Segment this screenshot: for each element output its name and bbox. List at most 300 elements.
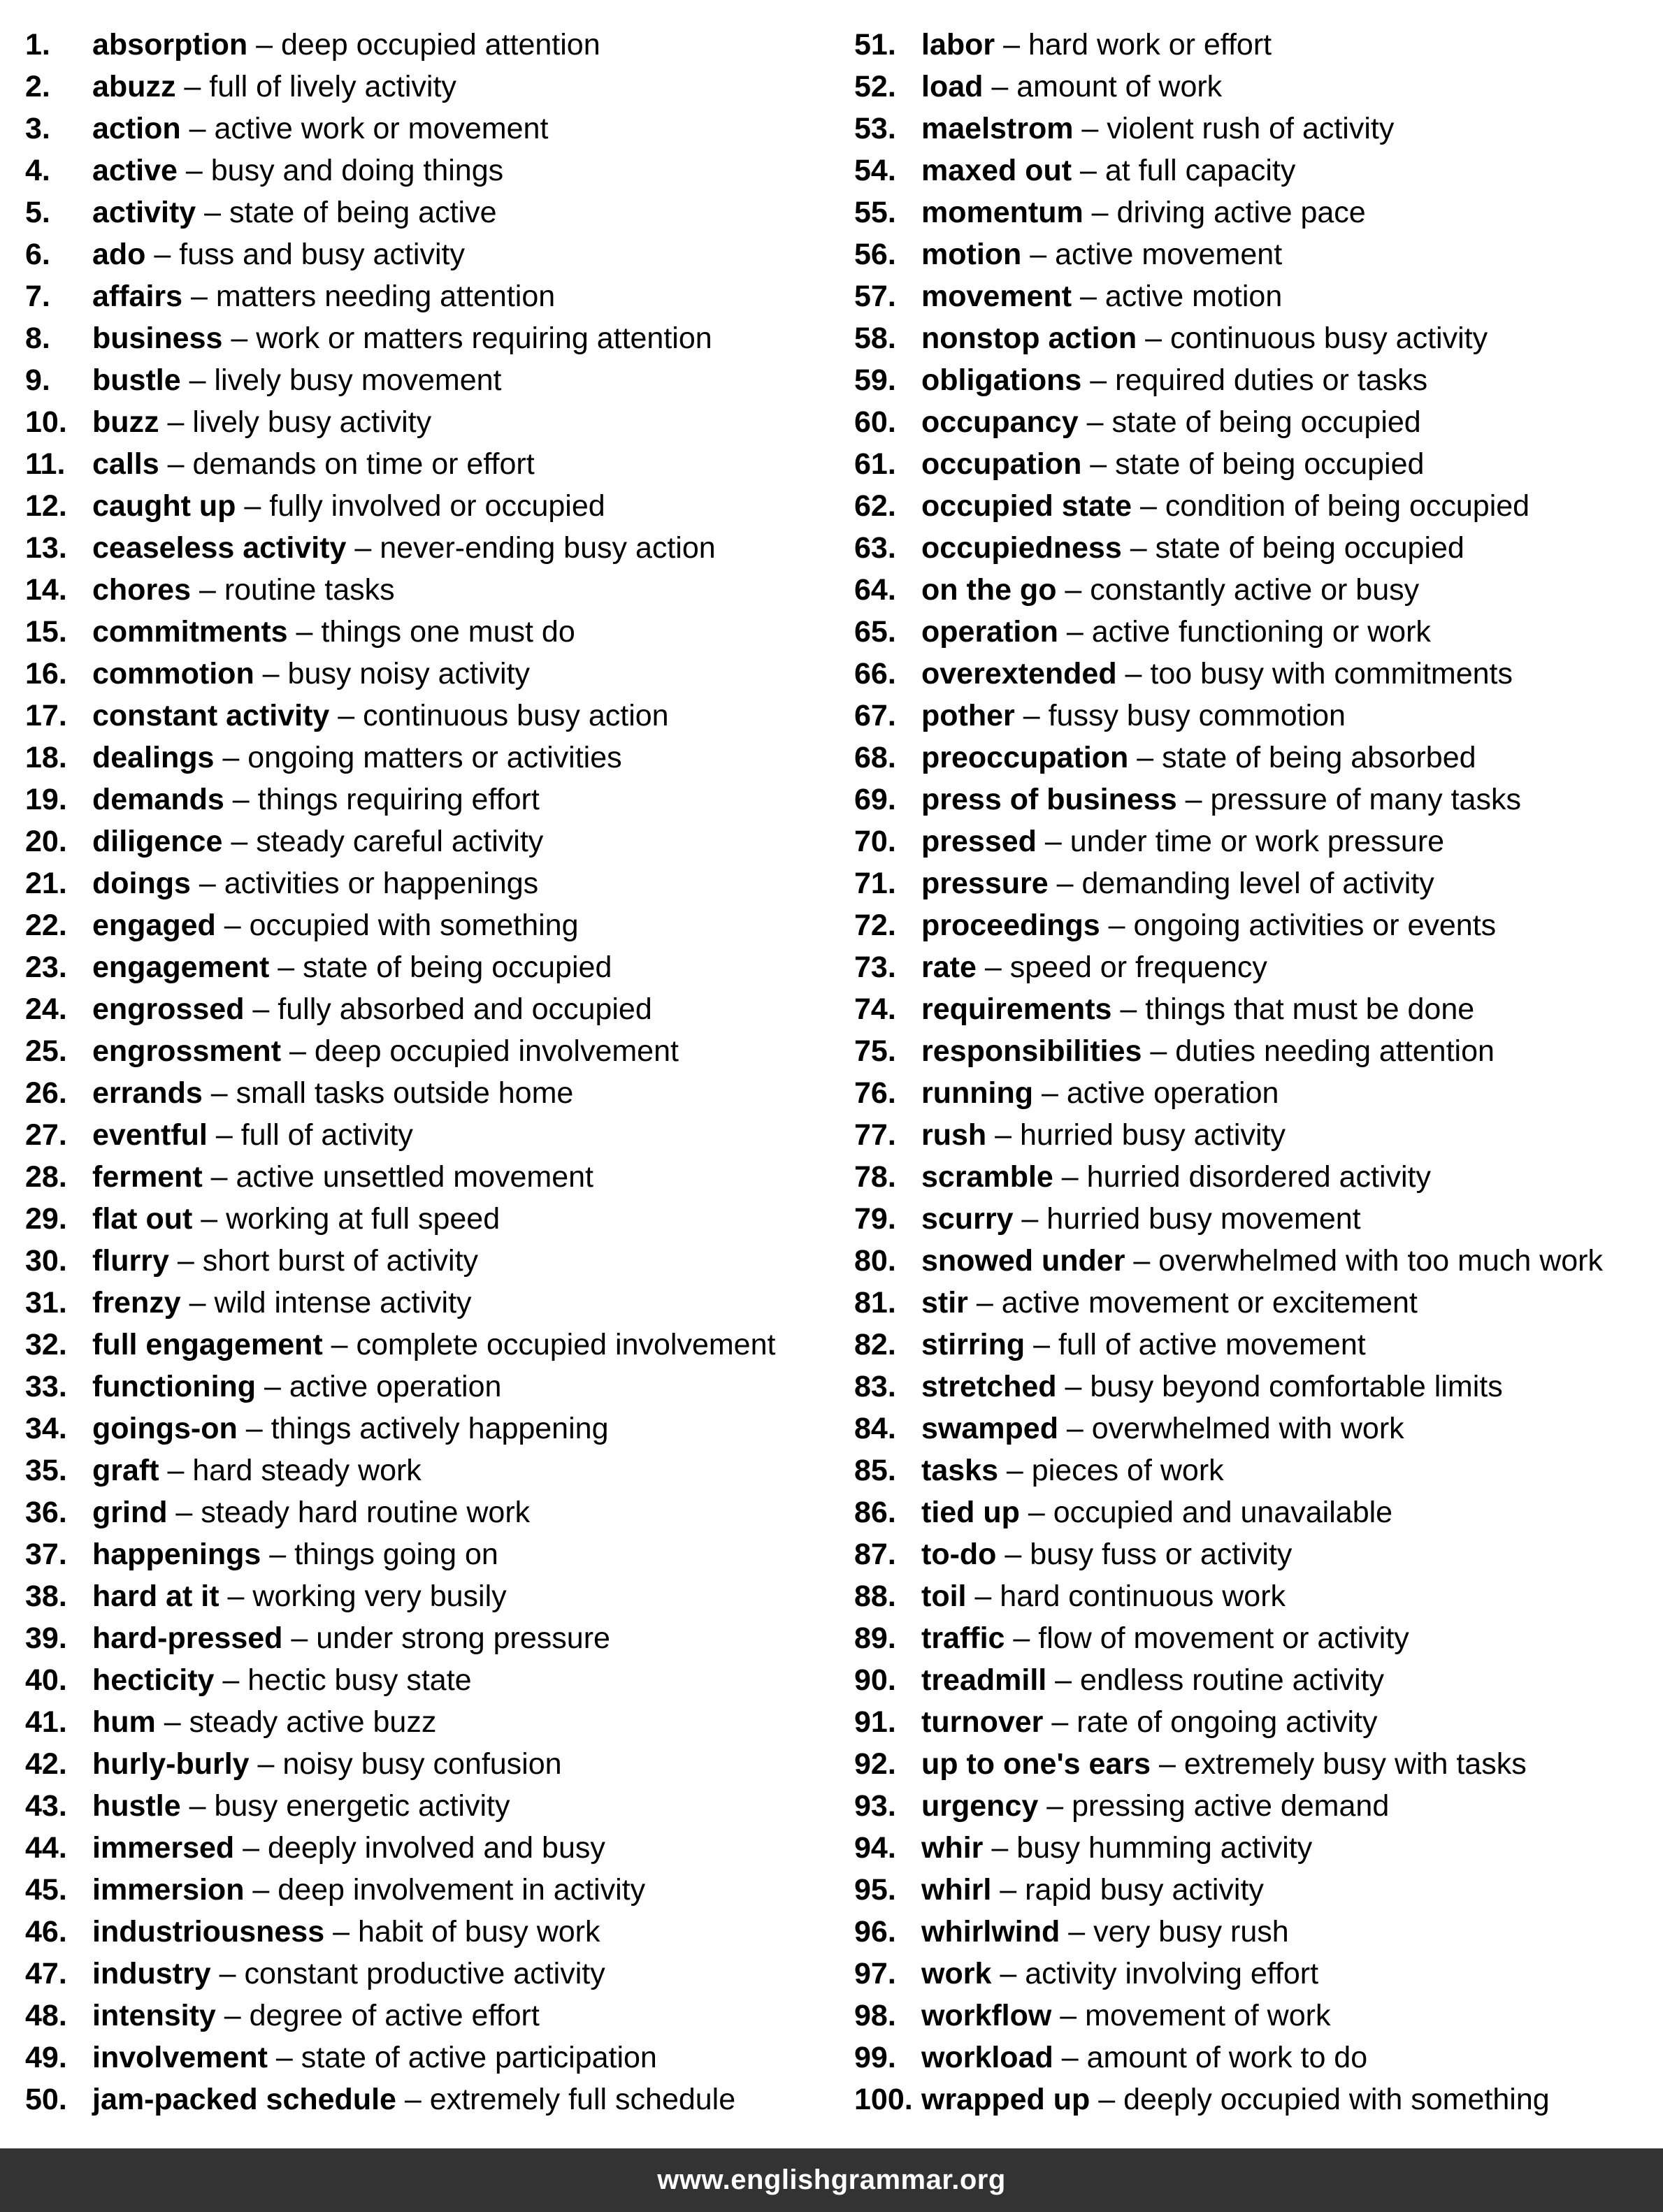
list-item [854,653,1603,695]
item-number: 5. [25,196,50,229]
item-separator: – [1132,489,1165,523]
item-separator: – [224,783,258,816]
item-number: 23. [25,950,67,984]
item-number: 67. [854,699,896,732]
item-number: 41. [25,1705,67,1739]
item-definition: fully involved or occupied [269,489,605,523]
list-item [25,1450,775,1491]
item-word: frenzy [92,1286,181,1320]
list-item [854,611,1603,653]
item-separator: – [237,1412,271,1445]
list-item [854,988,1603,1030]
item-separator: – [249,1747,283,1781]
list-item [25,275,775,317]
item-word: swamped [921,1412,1058,1445]
list-item [854,1701,1603,1743]
item-definition: at full capacity [1104,154,1296,187]
item-word: running [921,1076,1034,1110]
item-word: hustle [92,1789,181,1823]
item-definition: busy fuss or activity [1030,1538,1293,1571]
item-definition: fussy busy commotion [1048,699,1346,732]
item-separator: – [180,1789,215,1823]
list-item [25,946,775,988]
list-item [25,1030,775,1072]
list-item [854,695,1603,737]
item-number: 95. [854,1873,896,1907]
list-item [25,904,775,946]
list-item [25,988,775,1030]
item-word: rush [921,1118,987,1152]
item-separator: – [1125,1244,1159,1278]
item-word: buzz [92,405,159,439]
item-number: 54. [854,154,896,187]
item-separator: – [202,1076,236,1110]
item-word: preoccupation [921,741,1129,774]
item-separator: – [196,196,230,229]
list-item [25,2037,775,2079]
item-separator: – [1081,363,1116,397]
item-definition: state of active participation [301,2041,657,2074]
item-word: commitments [92,615,288,649]
item-separator: – [1072,280,1105,313]
list-item [854,2037,1603,2079]
item-word: dealings [92,741,215,774]
item-separator: – [159,447,193,481]
item-separator: – [180,112,215,145]
item-word: happenings [92,1538,261,1571]
item-word: immersed [92,1831,235,1865]
item-separator: – [998,1454,1032,1487]
list-item [25,1366,775,1408]
list-item [854,1408,1603,1450]
list-item [854,2079,1603,2120]
item-definition: working at full speed [226,1202,501,1236]
item-word: engagement [92,950,270,984]
list-item [854,1995,1603,2037]
list-item [854,108,1603,150]
item-number: 63. [854,531,896,565]
item-separator: – [1038,1789,1072,1823]
item-definition: very busy rush [1093,1915,1289,1949]
item-word: press of business [921,783,1177,816]
item-definition: routine tasks [224,573,395,607]
item-definition: hard continuous work [1000,1580,1286,1613]
item-word: activity [92,196,196,229]
item-separator: – [1046,1663,1081,1697]
item-word: stretched [921,1370,1057,1403]
list-item [25,569,775,611]
item-separator: – [983,70,1017,103]
item-number: 39. [25,1621,67,1655]
item-word: jam-packed schedule [92,2083,396,2116]
list-item [25,1743,775,1785]
item-word: hurly-burly [92,1747,250,1781]
list-item [854,527,1603,569]
item-word: hecticity [92,1663,215,1697]
item-number: 71. [854,867,896,900]
item-word: whirl [921,1873,992,1907]
item-number: 45. [25,1873,67,1907]
item-number: 38. [25,1580,67,1613]
item-separator: – [1056,1370,1090,1403]
list-item [854,1659,1603,1701]
list-item [25,1869,775,1911]
item-number: 83. [854,1370,896,1403]
item-number: 93. [854,1789,896,1823]
item-separator: – [1100,909,1134,942]
item-number: 14. [25,573,67,607]
item-number: 65. [854,615,896,649]
list-item [854,1827,1603,1869]
list-item [25,1785,775,1827]
list-item [854,1114,1603,1156]
item-definition: under time or work pressure [1070,825,1445,858]
item-word: load [921,70,984,103]
item-separator: – [190,867,224,900]
list-item [854,1324,1603,1366]
list-item [854,737,1603,779]
item-word: occupation [921,447,1082,481]
list-item [854,1156,1603,1198]
item-separator: – [1048,867,1082,900]
item-definition: constant productive activity [244,1957,605,1990]
item-word: to-do [921,1538,997,1571]
item-number: 89. [854,1621,896,1655]
item-definition: continuous busy action [363,699,669,732]
item-number: 48. [25,1999,67,2032]
item-definition: steady active buzz [189,1705,437,1739]
item-word: snowed under [921,1244,1125,1278]
item-separator: – [1025,1328,1058,1361]
item-word: diligence [92,825,223,858]
item-number: 50. [25,2083,67,2116]
item-definition: work or matters requiring attention [256,321,712,355]
item-separator: – [202,1160,236,1194]
item-word: calls [92,447,159,481]
item-definition: constantly active or busy [1090,573,1420,607]
item-definition: steady hard routine work [201,1496,531,1529]
item-number: 8. [25,321,50,355]
item-number: 9. [25,363,50,397]
list-item [854,862,1603,904]
item-separator: – [322,1328,357,1361]
list-item [25,1240,775,1282]
list-item [25,1911,775,1953]
item-word: involvement [92,2041,268,2074]
item-separator: – [1056,573,1090,607]
item-word: stir [921,1286,968,1320]
item-word: work [921,1957,992,1990]
item-definition: hectic busy state [247,1663,472,1697]
item-definition: busy noisy activity [287,657,531,691]
list-item [25,1659,775,1701]
item-number: 32. [25,1328,67,1361]
item-word: chores [92,573,192,607]
item-number: 11. [25,447,66,481]
item-definition: steady careful activity [256,825,544,858]
item-word: absorption [92,28,248,62]
list-item [854,1030,1603,1072]
item-number: 18. [25,741,67,774]
item-separator: – [1053,1160,1087,1194]
word-list-left-column [25,24,775,2120]
list-item [25,443,775,485]
item-number: 12. [25,489,67,523]
item-word: up to one's ears [921,1747,1151,1781]
list-item [854,401,1603,443]
item-number: 47. [25,1957,67,1990]
item-separator: – [1051,1999,1086,2032]
item-word: engaged [92,909,216,942]
item-separator: – [1033,1076,1067,1110]
item-separator: – [1036,825,1070,858]
item-word: action [92,112,181,145]
item-number: 96. [854,1915,896,1949]
item-word: overextended [921,657,1117,691]
item-number: 22. [25,909,67,942]
item-separator: – [222,321,257,355]
item-number: 20. [25,825,67,858]
list-item [25,695,775,737]
item-number: 10. [25,405,67,439]
list-item [854,1953,1603,1995]
item-word: ceaseless activity [92,531,347,565]
item-separator: – [1137,321,1170,355]
item-separator: – [247,28,281,62]
item-separator: – [214,741,248,774]
item-number: 79. [854,1202,896,1236]
list-item [854,233,1603,275]
item-number: 56. [854,238,896,271]
item-separator: – [1019,1496,1053,1529]
item-number: 55. [854,196,896,229]
item-separator: – [396,2083,430,2116]
item-number: 49. [25,2041,67,2074]
item-definition: too busy with commitments [1150,657,1513,691]
item-word: occupied state [921,489,1132,523]
item-definition: speed or frequency [1009,950,1267,984]
item-definition: active movement or excitement [1001,1286,1418,1320]
item-number: 88. [854,1580,896,1613]
item-definition: violent rush of activity [1107,112,1395,145]
item-definition: demanding level of activity [1081,867,1434,900]
list-item [25,1953,775,1995]
item-number: 34. [25,1412,67,1445]
item-separator: – [1013,1202,1047,1236]
item-separator: – [254,657,288,691]
item-separator: – [324,1915,358,1949]
item-definition: things requiring effort [257,783,540,816]
item-separator: – [329,699,363,732]
item-number: 98. [854,1999,896,2032]
item-definition: things that must be done [1145,992,1475,1026]
list-item [25,1282,775,1324]
item-separator: – [177,154,211,187]
list-item [854,1198,1603,1240]
item-word: constant activity [92,699,330,732]
list-item [854,904,1603,946]
item-word: bustle [92,363,181,397]
item-separator: – [175,70,210,103]
item-number: 59. [854,363,896,397]
item-definition: things going on [294,1538,498,1571]
list-item [25,1408,775,1450]
item-number: 4. [25,154,50,187]
item-number: 16. [25,657,67,691]
list-item [25,1701,775,1743]
item-number: 21. [25,867,67,900]
item-definition: hard work or effort [1028,28,1272,62]
list-item [25,24,775,66]
item-definition: hurried busy activity [1020,1118,1286,1152]
item-separator: – [282,1621,317,1655]
item-number: 30. [25,1244,67,1278]
item-word: pressure [921,867,1049,900]
item-separator: – [1142,1034,1176,1068]
item-word: pother [921,699,1015,732]
item-separator: – [236,489,270,523]
list-item [854,150,1603,191]
item-word: intensity [92,1999,216,2032]
item-word: ferment [92,1160,203,1194]
item-word: maelstrom [921,112,1074,145]
item-separator: – [1151,1747,1184,1781]
item-word: turnover [921,1705,1044,1739]
item-word: engrossed [92,992,245,1026]
item-definition: extremely busy with tasks [1183,1747,1527,1781]
item-separator: – [995,28,1028,62]
item-number: 99. [854,2041,896,2074]
item-separator: – [182,280,216,313]
item-separator: – [168,1244,203,1278]
list-item [25,1995,775,2037]
item-word: flat out [92,1202,193,1236]
item-separator: – [167,1496,201,1529]
list-item [854,1785,1603,1827]
item-number: 24. [25,992,67,1026]
item-definition: fully absorbed and occupied [278,992,652,1026]
item-definition: busy and doing things [210,154,504,187]
item-separator: – [1005,1621,1039,1655]
item-separator: – [1021,238,1056,271]
item-word: treadmill [921,1663,1047,1697]
list-item [854,191,1603,233]
item-word: caught up [92,489,236,523]
list-item [854,946,1603,988]
item-word: commotion [92,657,254,691]
list-item [854,1072,1603,1114]
item-number: 91. [854,1705,896,1739]
item-separator: – [991,1957,1025,1990]
item-word: goings-on [92,1412,238,1445]
item-word: scurry [921,1202,1014,1236]
item-word: whir [921,1831,984,1865]
list-item [854,1575,1603,1617]
item-word: active [92,154,178,187]
item-separator: – [1073,112,1107,145]
item-word: eventful [92,1118,208,1152]
item-word: responsibilities [921,1034,1142,1068]
item-definition: state of being absorbed [1162,741,1476,774]
list-item [854,1282,1603,1324]
list-item [854,1743,1603,1785]
item-separator: – [222,825,257,858]
item-word: traffic [921,1621,1005,1655]
item-number: 33. [25,1370,67,1403]
list-item [25,862,775,904]
item-word: proceedings [921,909,1100,942]
item-definition: lively busy activity [192,405,432,439]
item-number: 87. [854,1538,896,1571]
item-separator: – [180,363,215,397]
item-number: 27. [25,1118,67,1152]
item-separator: – [159,1454,193,1487]
item-definition: deep occupied involvement [314,1034,679,1068]
item-definition: movement of work [1085,1999,1331,2032]
item-definition: active movement [1055,238,1283,271]
list-item [854,779,1603,821]
item-definition: deep occupied attention [280,28,600,62]
item-separator: – [287,615,322,649]
item-number: 70. [854,825,896,858]
item-definition: deeply occupied with something [1123,2083,1550,2116]
list-item [25,1198,775,1240]
list-item [25,1324,775,1366]
list-item [25,191,775,233]
item-definition: activity involving effort [1025,1957,1319,1990]
item-definition: hard steady work [192,1454,422,1487]
item-definition: active operation [289,1370,502,1403]
item-word: pressed [921,825,1037,858]
list-item [854,1366,1603,1408]
item-word: ado [92,238,146,271]
item-definition: ongoing activities or events [1133,909,1497,942]
list-item [854,1617,1603,1659]
item-separator: – [214,1663,248,1697]
item-definition: pressing active demand [1072,1789,1390,1823]
item-definition: driving active pace [1116,196,1366,229]
item-word: hum [92,1705,156,1739]
item-number: 84. [854,1412,896,1445]
item-word: affairs [92,280,183,313]
list-item [854,821,1603,862]
item-separator: – [966,1580,1000,1613]
list-item [25,233,775,275]
item-number: 68. [854,741,896,774]
item-word: motion [921,238,1022,271]
item-definition: under strong pressure [316,1621,610,1655]
item-number: 61. [854,447,896,481]
item-definition: state of being occupied [1155,531,1464,565]
item-definition: never-ending busy action [380,531,716,565]
list-item [25,317,775,359]
list-item [25,821,775,862]
item-number: 86. [854,1496,896,1529]
item-separator: – [159,405,193,439]
item-definition: busy humming activity [1016,1831,1313,1865]
item-number: 31. [25,1286,67,1320]
item-word: urgency [921,1789,1039,1823]
list-item [25,108,775,150]
list-item [25,2079,775,2120]
item-word: errands [92,1076,203,1110]
item-separator: – [261,1538,295,1571]
item-definition: full of lively activity [209,70,456,103]
item-number: 100. [854,2083,913,2116]
item-word: maxed out [921,154,1072,187]
item-number: 13. [25,531,67,565]
item-number: 69. [854,783,896,816]
